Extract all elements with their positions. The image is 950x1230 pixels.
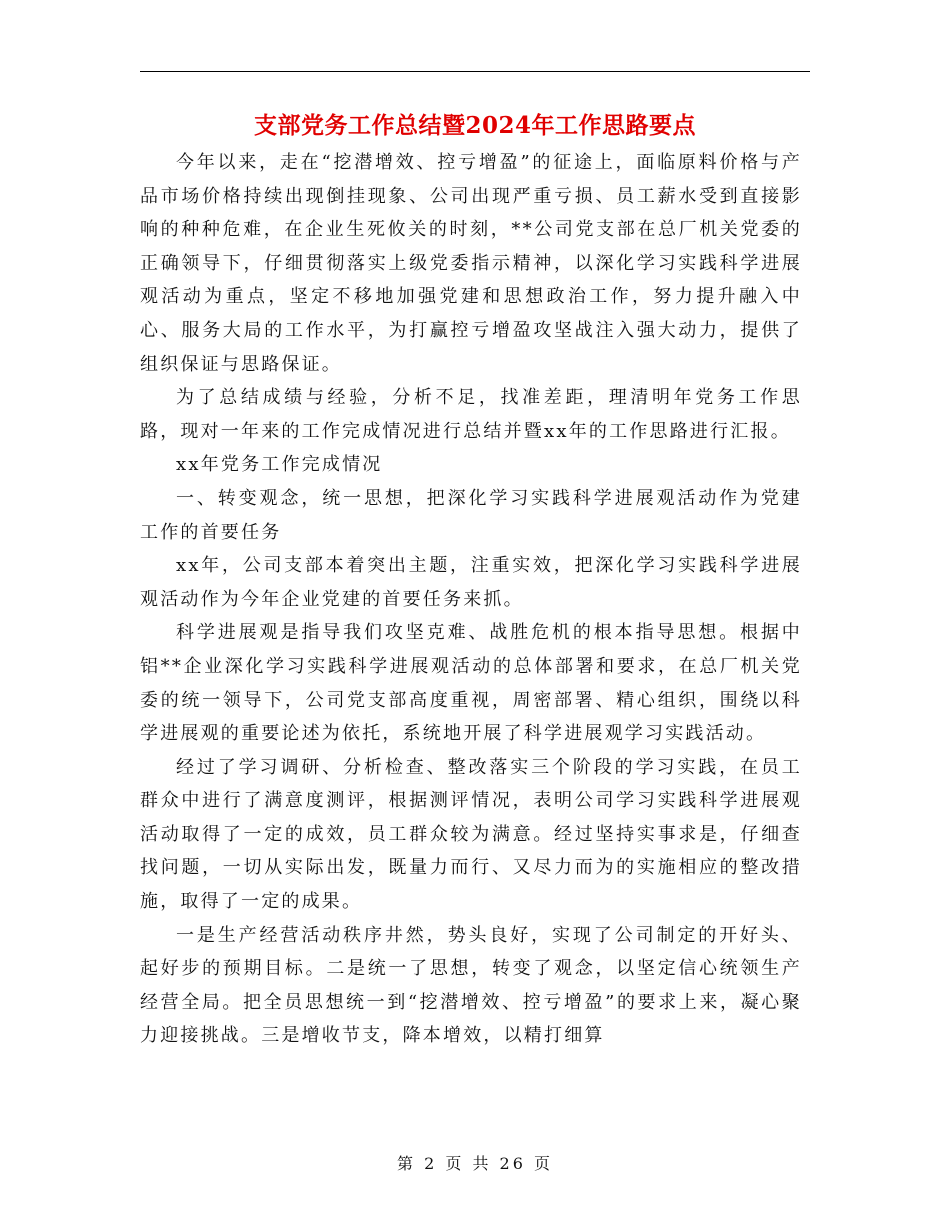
page-number-footer: 第 2 页 共 26 页 <box>397 1154 553 1173</box>
paragraph: 一是生产经营活动秩序井然，势头良好，实现了公司制定的开好头、起好步的预期目标。二是统一了思想，转变了观念，以坚定信心统领生产经营全局。把全员思想统一到“挖潜增效、控亏增盈”的要求上来，凝心聚力迎接挑战。三是增收节支，降本增效，以精打细算 <box>140 924 802 1047</box>
paragraph: 为了总结成绩与经验，分析不足，找准差距，理清明年党务工作思路，现对一年来的工作完成情况进行总结并暨xx年的工作思路进行汇报。 <box>140 387 802 442</box>
paragraph: 经过了学习调研、分析检查、整改落实三个阶段的学习实践，在员工群众中进行了满意度测评，根据测评情况，表明公司学习实践科学进展观活动取得了一定的成效，员工群众较为满意。经过坚持实事求是，仔细查找问题，一切从实际出发，既量力而行、又尽力而为的实施相应的整改措施，取得了一定的成果。 <box>140 756 802 913</box>
paragraph: 今年以来，走在“挖潜增效、控亏增盈”的征途上，面临原料价格与产品市场价格持续出现倒挂现象、公司出现严重亏损、员工薪水受到直接影响的种种危难，在企业生死攸关的时刻，**公司党支部在总厂机关党委的正确领导下，仔细贯彻落实上级党委指示精神，以深化学习实践科学进展观活动为重点，坚定不移地加强党建和思想政治工作，努力提升融入中心、服务大局的工作水平，为打赢控亏增盈攻坚战注入强大动力，提供了组织保证与思路保证。 <box>140 152 802 375</box>
paragraph: xx年，公司支部本着突出主题，注重实效，把深化学习实践科学进展观活动作为今年企业党建的首要任务来抓。 <box>140 555 802 610</box>
document-body <box>140 146 802 1053</box>
header-rule <box>140 71 810 72</box>
section-heading: xx年党务工作完成情况 <box>176 454 383 476</box>
paragraph: 科学进展观是指导我们攻坚克难、战胜危机的根本指导思想。根据中铝**企业深化学习实践科学进展观活动的总体部署和要求，在总厂机关党委的统一领导下，公司党支部高度重视，周密部署、精心组织，围绕以科学进展观的重要论述为依托，系统地开展了科学进展观学习实践活动。 <box>140 622 802 745</box>
document-title: 支部党务工作总结暨2024年工作思路要点 <box>253 112 696 139</box>
section-heading: 一、转变观念，统一思想，把深化学习实践科学进展观活动作为党建工作的首要任务 <box>140 487 802 543</box>
